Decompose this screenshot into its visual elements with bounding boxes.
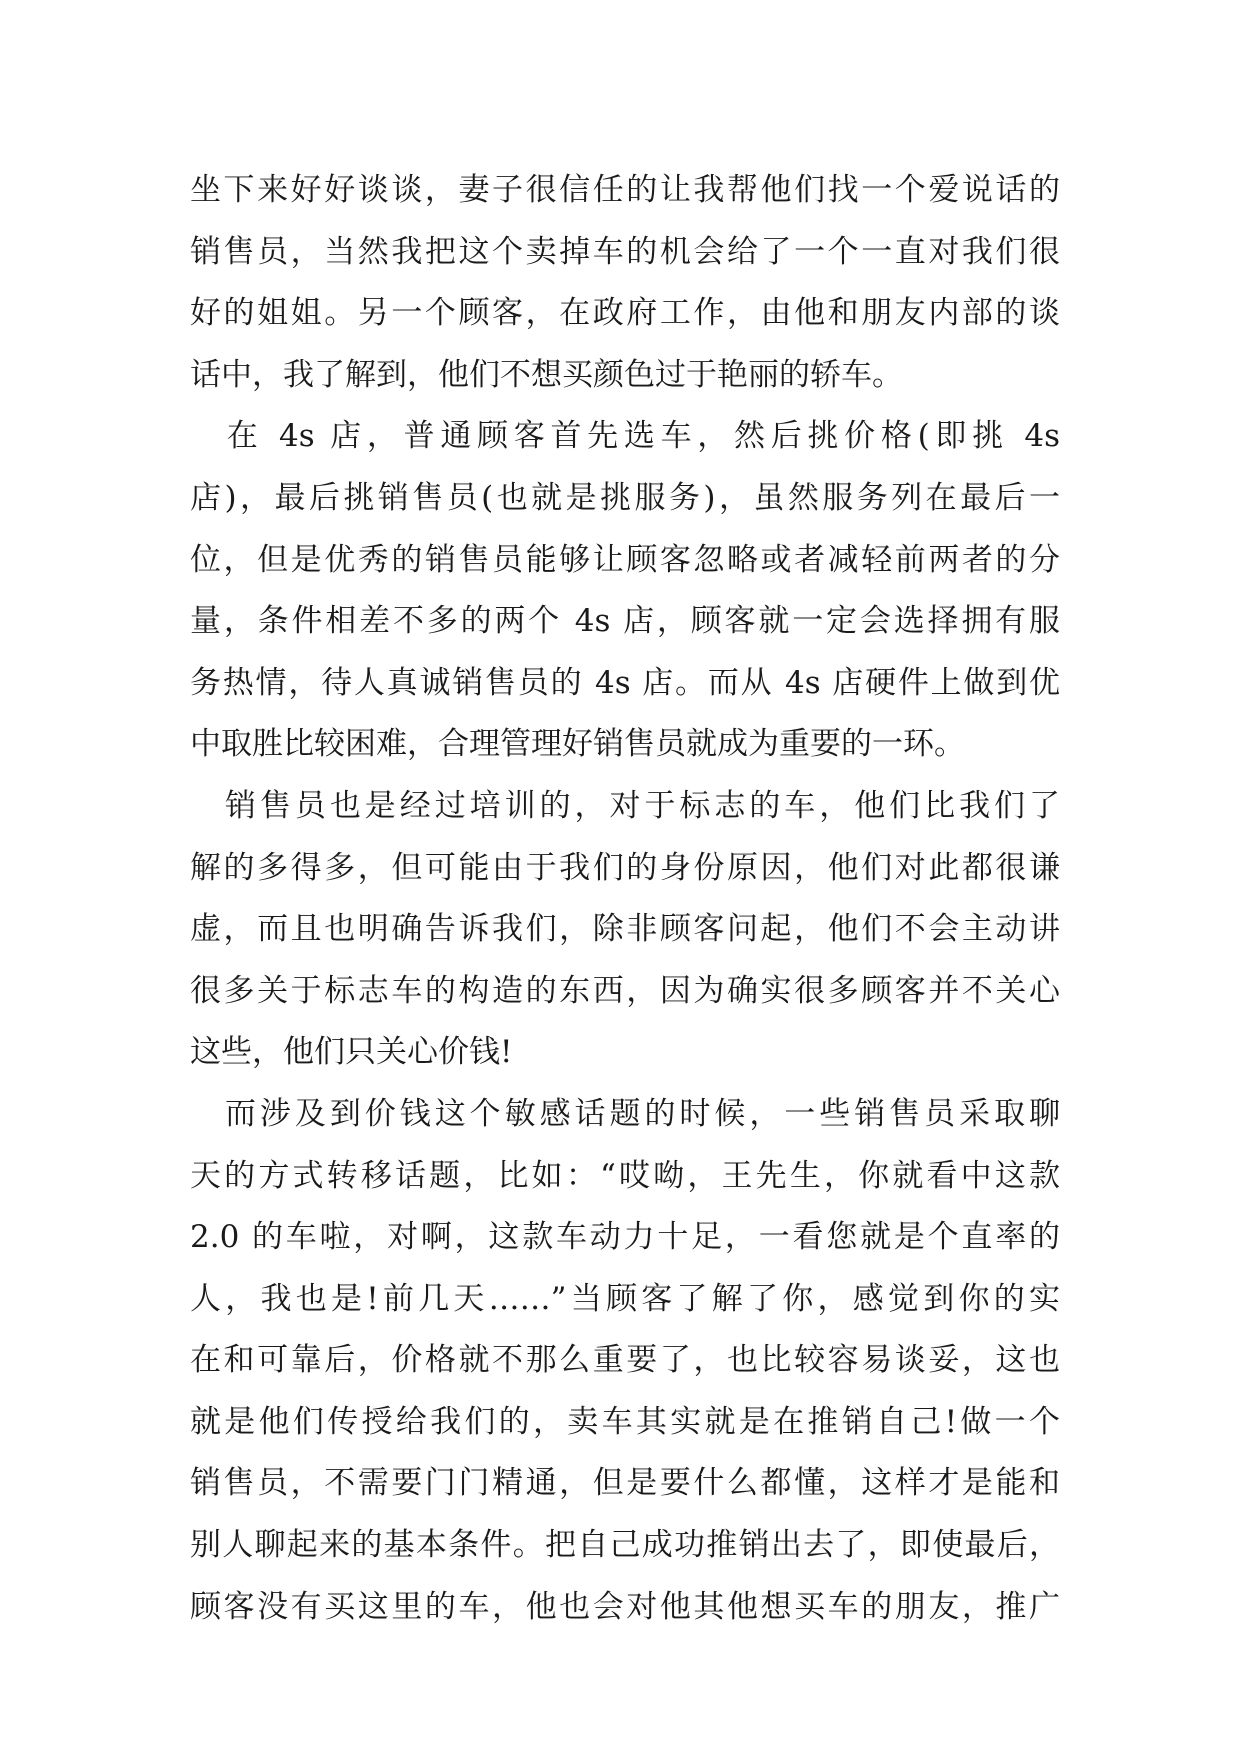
text-line: 人，我也是!前几天……”当顾客了解了你，感觉到你的实 <box>190 1280 1060 1317</box>
text-line: 坐下来好好谈谈，妻子很信任的让我帮他们找一个爱说话的 <box>190 172 1060 208</box>
text-line: 店)，最后挑销售员(也就是挑服务)，虽然服务列在最后一 <box>190 479 1060 516</box>
text-line: 务热情，待人真诚销售员的 4s 店。而从 4s 店硬件上做到优 <box>190 664 1060 701</box>
text-line: 顾客没有买这里的车，他也会对他其他想买车的朋友，推广 <box>190 1588 1060 1625</box>
text-line: 2.0 的车啦，对啊，这款车动力十足，一看您就是个直率的 <box>190 1219 1060 1256</box>
text-line: 话中，我了解到，他们不想买颜色过于艳丽的轿车。 <box>190 356 903 393</box>
text-line: 很多关于标志车的构造的东西，因为确实很多顾客并不关心 <box>190 972 1060 1009</box>
text-line: 这些，他们只关心价钱! <box>190 1034 513 1071</box>
text-line: 就是他们传授给我们的，卖车其实就是在推销自己!做一个 <box>190 1403 1060 1440</box>
text-line: 而涉及到价钱这个敏感话题的时候，一些销售员采取聊 <box>190 1095 1060 1132</box>
text-line: 量，条件相差不多的两个 4s 店，顾客就一定会选择拥有服 <box>190 603 1060 640</box>
text-line: 解的多得多，但可能由于我们的身份原因，他们对此都很谦 <box>190 849 1060 886</box>
text-line: 销售员，不需要门门精通，但是要什么都懂，这样才是能和 <box>190 1465 1060 1502</box>
text-line: 在和可靠后，价格就不那么重要了，也比较容易谈妥，这也 <box>190 1342 1060 1379</box>
text-line: 在 4s 店，普通顾客首先选车，然后挑价格(即挑 4s <box>190 418 1060 455</box>
text-line: 好的姐姐。另一个顾客，在政府工作，由他和朋友内部的谈 <box>190 295 1060 332</box>
body-text <box>190 160 1060 1638</box>
text-line: 销售员也是经过培训的，对于标志的车，他们比我们了 <box>190 787 1060 824</box>
text-line: 中取胜比较困难，合理管理好销售员就成为重要的一环。 <box>190 726 965 763</box>
text-line: 位，但是优秀的销售员能够让顾客忽略或者减轻前两者的分 <box>190 541 1060 578</box>
text-line: 销售员，当然我把这个卖掉车的机会给了一个一直对我们很 <box>190 233 1060 270</box>
text-line: 虚，而且也明确告诉我们，除非顾客问起，他们不会主动讲 <box>190 911 1060 948</box>
text-line: 别人聊起来的基本条件。把自己成功推销出去了，即使最后， <box>190 1527 1060 1564</box>
text-line: 天的方式转移话题，比如：“哎呦，王先生，你就看中这款 <box>190 1157 1060 1194</box>
